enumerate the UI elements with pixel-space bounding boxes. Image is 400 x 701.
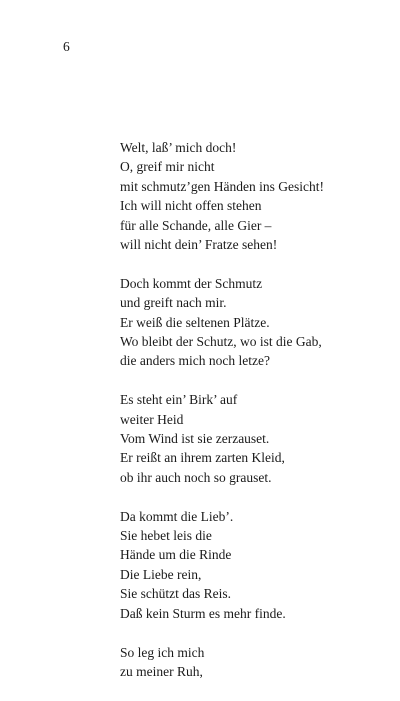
stanza-4	[120, 507, 390, 623]
poem-line: Sie schützt das Reis.	[120, 586, 231, 602]
poem-line: Sie hebet leis die	[120, 528, 212, 544]
page-number: 6	[63, 39, 70, 54]
poem-line: Welt, laß’ mich doch!	[120, 140, 237, 155]
poem-line: Da kommt die Lieb’.	[120, 508, 234, 524]
poem-line: Er reißt an ihrem zarten Kleid,	[120, 450, 285, 466]
poem-line: Er weiß die seltenen Plätze.	[120, 314, 270, 330]
poem-line: will nicht dein’ Fratze sehen!	[120, 237, 278, 253]
poem-line: für alle Schande, alle Gier –	[120, 217, 272, 233]
stanza-2	[120, 274, 390, 371]
poem-line: Wo bleibt der Schutz, wo ist die Gab,	[120, 334, 322, 350]
poem-line: Vom Wind ist sie zerzauset.	[120, 431, 270, 447]
poem-line: ob ihr auch noch so grauset.	[120, 469, 272, 485]
poem-line: Daß kein Sturm es mehr finde.	[120, 605, 286, 621]
poem-line: mit schmutz’gen Händen ins Gesicht!	[120, 178, 324, 194]
stanza-3	[120, 390, 390, 487]
poem-line: zu meiner Ruh,	[120, 663, 203, 679]
poem-line: Ich will nicht offen stehen	[120, 198, 262, 214]
poem-line: Es steht ein’ Birk’ auf	[120, 392, 238, 408]
poem-line: Doch kommt der Schmutz	[120, 275, 263, 291]
poem	[120, 138, 390, 701]
poem-line: Die Liebe rein,	[120, 566, 202, 582]
poem-line: weiter Heid	[120, 411, 184, 427]
poem-line: O, greif mir nicht	[120, 159, 215, 175]
poem-line: und greift nach mir.	[120, 295, 227, 311]
stanza-1	[120, 138, 390, 254]
poem-line: So leg ich mich	[120, 644, 205, 660]
stanza-5	[120, 643, 390, 682]
poem-line: Hände um die Rinde	[120, 547, 232, 563]
poem-line: die anders mich noch letze?	[120, 353, 270, 369]
